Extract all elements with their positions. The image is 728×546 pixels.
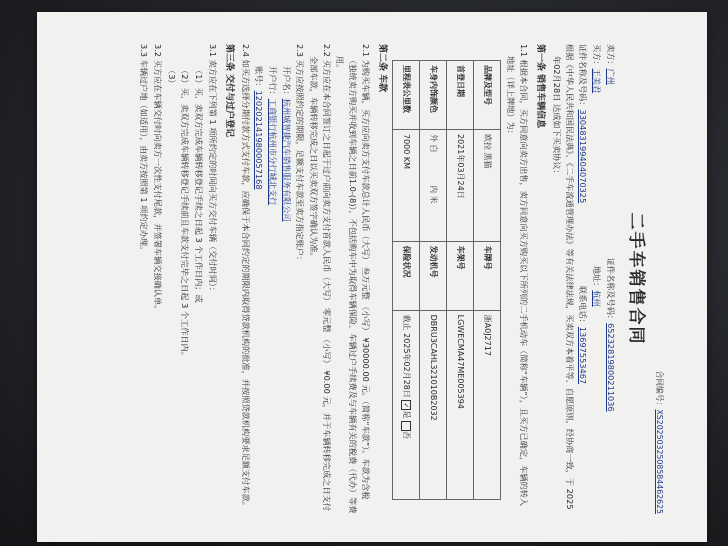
clause-2-2: 2.2 买方应在本合同签订之日起于过户前向卖方支付首款人民币（大写） 零元整 （小写） ¥0.00 元，并于车辆转移完成之日支付全部车款，车辆转移完成之日以买卖双方签字确认为准。 [309, 44, 332, 512]
table-row [473, 61, 500, 500]
insurance-label: 保险状况 [392, 241, 419, 310]
color-value [419, 130, 446, 242]
reg-date-label: 首登日期 [446, 61, 473, 130]
seller-value: 广州 [605, 68, 616, 85]
bank-value: 工商银行杭州市分行城北支行 [267, 98, 278, 206]
clause-2-1: 2.1 为购买车辆，买方应向卖方支付车款总计人民币（大写） 叁万元整 （小写） ¥30000.00 元。（简称“车款”）。车款为含税（独统卖方购买并收到车辆之日前1.0-(8)），不包括购车中为取得车辆保险、车辆过户手续费及与车辆有关的税费（代办）等费用。 [335, 44, 371, 514]
seller-line [604, 44, 617, 514]
contract-body [137, 44, 663, 514]
checkbox-yes-label: 是 [402, 410, 411, 419]
buyer-id-label: 证件名称及号码： [578, 44, 589, 110]
brand-value: 欧拉 黑猫 [473, 130, 500, 242]
buyer-phone-label: 联系电话： [578, 285, 589, 327]
clause-3-3: 3.3 车辆过户地（如适用），由卖方按照第 1 项约定办理。 [139, 44, 150, 255]
preamble: 根据《中华人民共和国民法典》、《二手车流通管理办法》等有关法律法规，买卖双方本着平等、自愿原则，经协商一致，于 2025年02月28日 达成如下买卖协议： [551, 44, 575, 510]
vin-label: 车架号 [446, 241, 473, 310]
interior-color: 内 米 [429, 185, 438, 204]
buyer-value: 王美君 [591, 68, 602, 94]
seller-id-value: 65232819800211036 [605, 323, 616, 412]
table-row [392, 61, 419, 500]
checkbox-empty-icon[interactable] [402, 421, 412, 431]
contract-paper [37, 12, 707, 542]
contract-number-row [649, 44, 663, 514]
contract-content [37, 12, 707, 542]
article1-title: 第一条 销售车辆信息 [535, 44, 546, 129]
contract-number [653, 370, 665, 514]
reg-date-value: 2021年03月24日 [446, 130, 473, 242]
bank-holder-line [280, 66, 293, 514]
clause-1-1: 1.1 根据本合同，买方同意向卖方出售，卖方同意向买方购买以下所列的二手机动车（简称“车辆”），且买方已确定，车辆的转入地址（详上牌地）为： [506, 44, 530, 507]
mileage-value: 7000 KM [392, 130, 419, 242]
insurance-value [392, 310, 419, 499]
table-row [419, 61, 446, 500]
checkbox-no-label: 否 [402, 431, 411, 439]
article2-title: 第二条 车款 [376, 44, 387, 93]
clause-2-4: 2.4 如买方选择分期付款方式支付车款，应确保于本合同约定的期限内取得贷款机构的批准，并按照贷款机构要求足额支付车款。 [240, 44, 251, 510]
engine-value: DBRU3CAHL321010B2032 [419, 310, 446, 499]
clause-3-2: 3.2 买方应在车辆交付时向卖方一次性支付尾款，并签署车辆交接确认单。 [153, 44, 164, 314]
buyer-id-value: 330483199404070325 [578, 109, 589, 204]
clause-3-1-b: （2）买、卖双方完成车辆转移登记手续前且车款支付完毕之日起 3 个工作日内。 [180, 66, 191, 360]
buyer-address-value: 杭州 [591, 290, 602, 307]
plate-label: 车牌号 [473, 241, 500, 310]
seller-label: 卖方： [605, 44, 616, 69]
bank-line [266, 66, 279, 514]
bank-holder-label: 开户名： [281, 66, 292, 99]
article3-title: 第三条 交付与过户登记 [223, 44, 234, 138]
bank-label: 开户行： [267, 66, 278, 99]
checkbox-checked-icon[interactable]: ✓ [402, 400, 412, 410]
account-line [253, 66, 266, 514]
account-value: 1202021419800057168 [254, 90, 265, 190]
buyer-phone-value: 13697553467 [578, 326, 589, 385]
bank-holder-value: 杭州城智捷汽车销售服务有限公司 [281, 98, 292, 222]
account-label: 账号： [254, 66, 265, 91]
buyer-id-line [577, 44, 590, 514]
clause-2-3: 2.3 买方应按照约定的期限，足额支付车款至卖方指定账户： [295, 44, 306, 265]
vin-value: LGWECMA47ME005394 [446, 310, 473, 499]
engine-label: 发动机号 [419, 241, 446, 310]
buyer-address-label: 地址： [591, 265, 602, 291]
brand-label: 品牌及型号 [473, 61, 500, 130]
clause-3-1: 3.1 卖方应在下列第 1 项所约定的时间向买方交付车辆（交付时间）： [207, 44, 218, 296]
plate-value: 浙A0J2717 [473, 310, 500, 499]
mileage-label: 里程表公里数 [392, 61, 419, 130]
exterior-color: 外 白 [429, 134, 438, 153]
seller-id-label: 证件名称及号码： [605, 257, 616, 324]
contract-title: 二手车销售合同 [626, 212, 646, 346]
contract-number-value: XS2025032508584462625 [655, 409, 664, 514]
insurance-date: 截止 2025年02月28日 [402, 314, 411, 398]
clause-3-1-a: （1）买、卖双方完成车辆转移登记手续之日起 3 个工作日内；或 [194, 66, 205, 303]
contract-number-label: 合同编号： [655, 370, 664, 410]
color-label: 车身内饰颜色 [419, 61, 446, 130]
table-row [446, 61, 473, 500]
buyer-line [590, 44, 603, 514]
buyer-label: 买方： [591, 44, 602, 69]
clause-3-1-c: （3） [166, 66, 177, 88]
vehicle-table [392, 60, 501, 500]
